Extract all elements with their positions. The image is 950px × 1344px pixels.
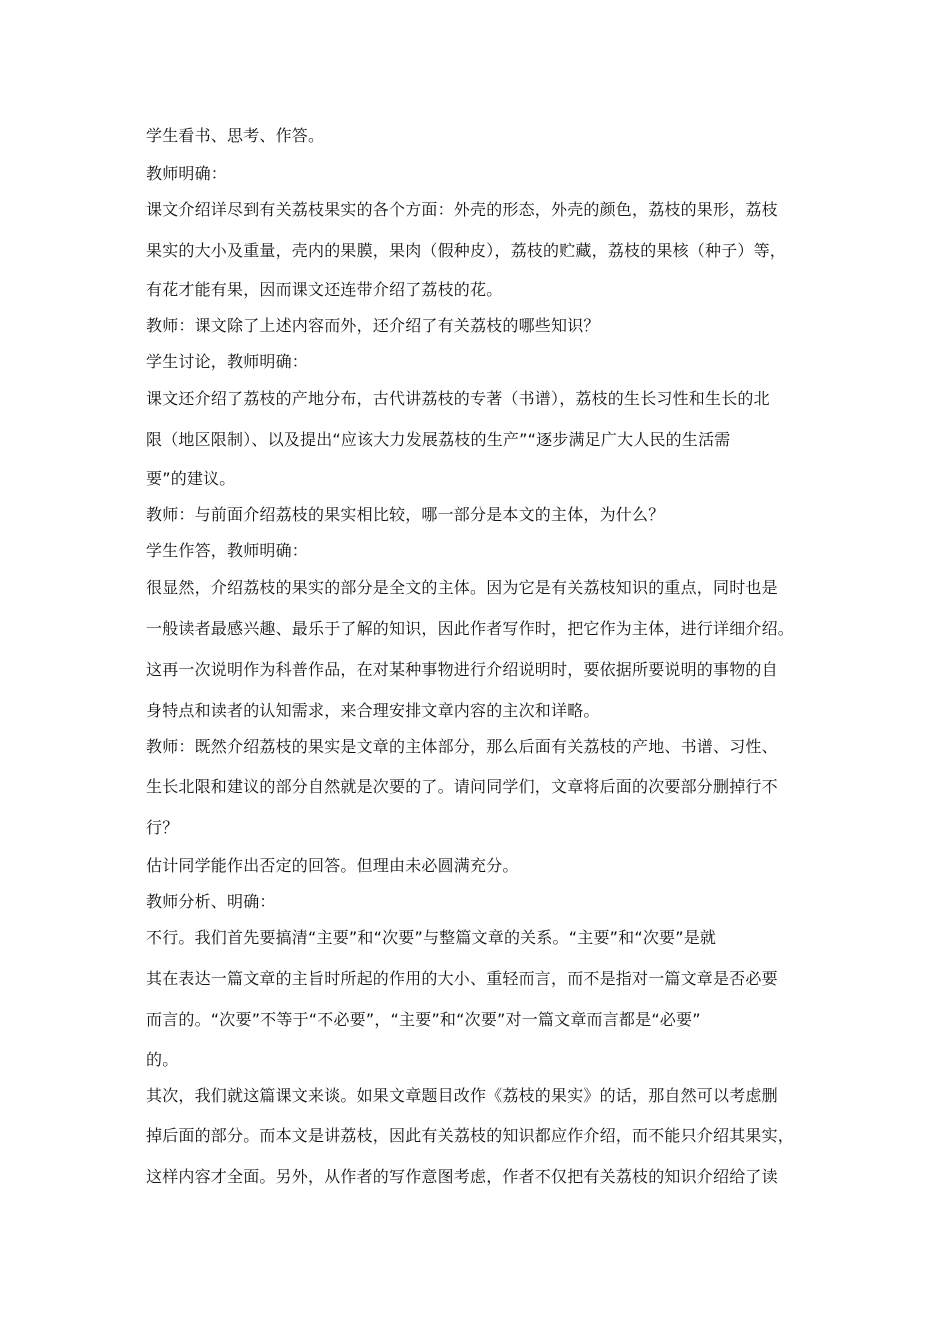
text-line: 课文介绍详尽到有关荔枝果实的各个方面：外壳的形态，外壳的颜色，荔枝的果形，荔枝: [146, 200, 778, 219]
text-line: 其在表达一篇文章的主旨时所起的作用的大小、重轻而言，而不是指对一篇文章是否必要: [146, 969, 778, 988]
text-line: 有花才能有果，因而课文还连带介绍了荔枝的花。: [146, 280, 503, 299]
text-line: 身特点和读者的认知需求，来合理安排文章内容的主次和详略。: [146, 701, 600, 720]
text-line: 果实的大小及重量，壳内的果膜，果肉（假种皮），荔枝的贮藏，荔枝的果核（种子）等，: [146, 241, 787, 260]
text-line: 课文还介绍了荔枝的产地分布，古代讲荔枝的专著（书谱），荔枝的生长习性和生长的北: [146, 389, 770, 408]
text-line: 很显然，介绍荔枝的果实的部分是全文的主体。因为它是有关荔枝知识的重点，同时也是: [146, 578, 778, 597]
text-line: 学生作答，教师明确：: [146, 541, 309, 560]
text-line: 其次，我们就这篇课文来谈。如果文章题目改作《荔枝的果实》的话，那自然可以考虑删: [146, 1086, 778, 1105]
text-line: 估计同学能作出否定的回答。但理由未必圆满充分。: [146, 856, 519, 875]
text-line: 而言的。“次要”不等于“不必要”，“主要”和“次要”对一篇文章而言都是“必要”: [146, 1010, 701, 1029]
text-line: 学生讨论，教师明确：: [146, 352, 309, 371]
text-line: 掉后面的部分。而本文是讲荔枝，因此有关荔枝的知识都应作介绍，而不能只介绍其果实，: [146, 1126, 795, 1145]
text-line: 教师：与前面介绍荔枝的果实相比较，哪一部分是本文的主体，为什么？: [146, 505, 665, 524]
text-line: 一般读者最感兴趣、最乐于了解的知识，因此作者写作时，把它作为主体，进行详细介绍。: [146, 619, 795, 638]
text-line: 教师：课文除了上述内容而外，还介绍了有关荔枝的哪些知识？: [146, 316, 600, 335]
text-line: 生长北限和建议的部分自然就是次要的了。请问同学们，文章将后面的次要部分删掉行不: [146, 777, 778, 796]
text-line: 不行。我们首先要搞清“主要”和“次要”与整篇文章的关系。“主要”和“次要”是就: [146, 928, 717, 947]
text-line: 这再一次说明作为科普作品，在对某种事物进行介绍说明时，要依据所要说明的事物的自: [146, 660, 778, 679]
text-line: 的。: [146, 1050, 179, 1069]
text-line: 这样内容才全面。另外，从作者的写作意图考虑，作者不仅把有关荔枝的知识介绍给了读: [146, 1167, 778, 1186]
text-line: 限（地区限制）、以及提出“应该大力发展荔枝的生产”“逐步满足广大人民的生活需: [146, 430, 731, 449]
text-line: 教师分析、明确：: [146, 892, 276, 911]
text-line: 学生看书、思考、作答。: [146, 126, 325, 145]
text-line: 教师：既然介绍荔枝的果实是文章的主体部分，那么后面有关荔枝的产地、书谱、习性、: [146, 737, 778, 756]
text-line: 行？: [146, 818, 179, 837]
text-line: 教师明确：: [146, 164, 228, 183]
text-line: 要”的建议。: [146, 469, 236, 488]
